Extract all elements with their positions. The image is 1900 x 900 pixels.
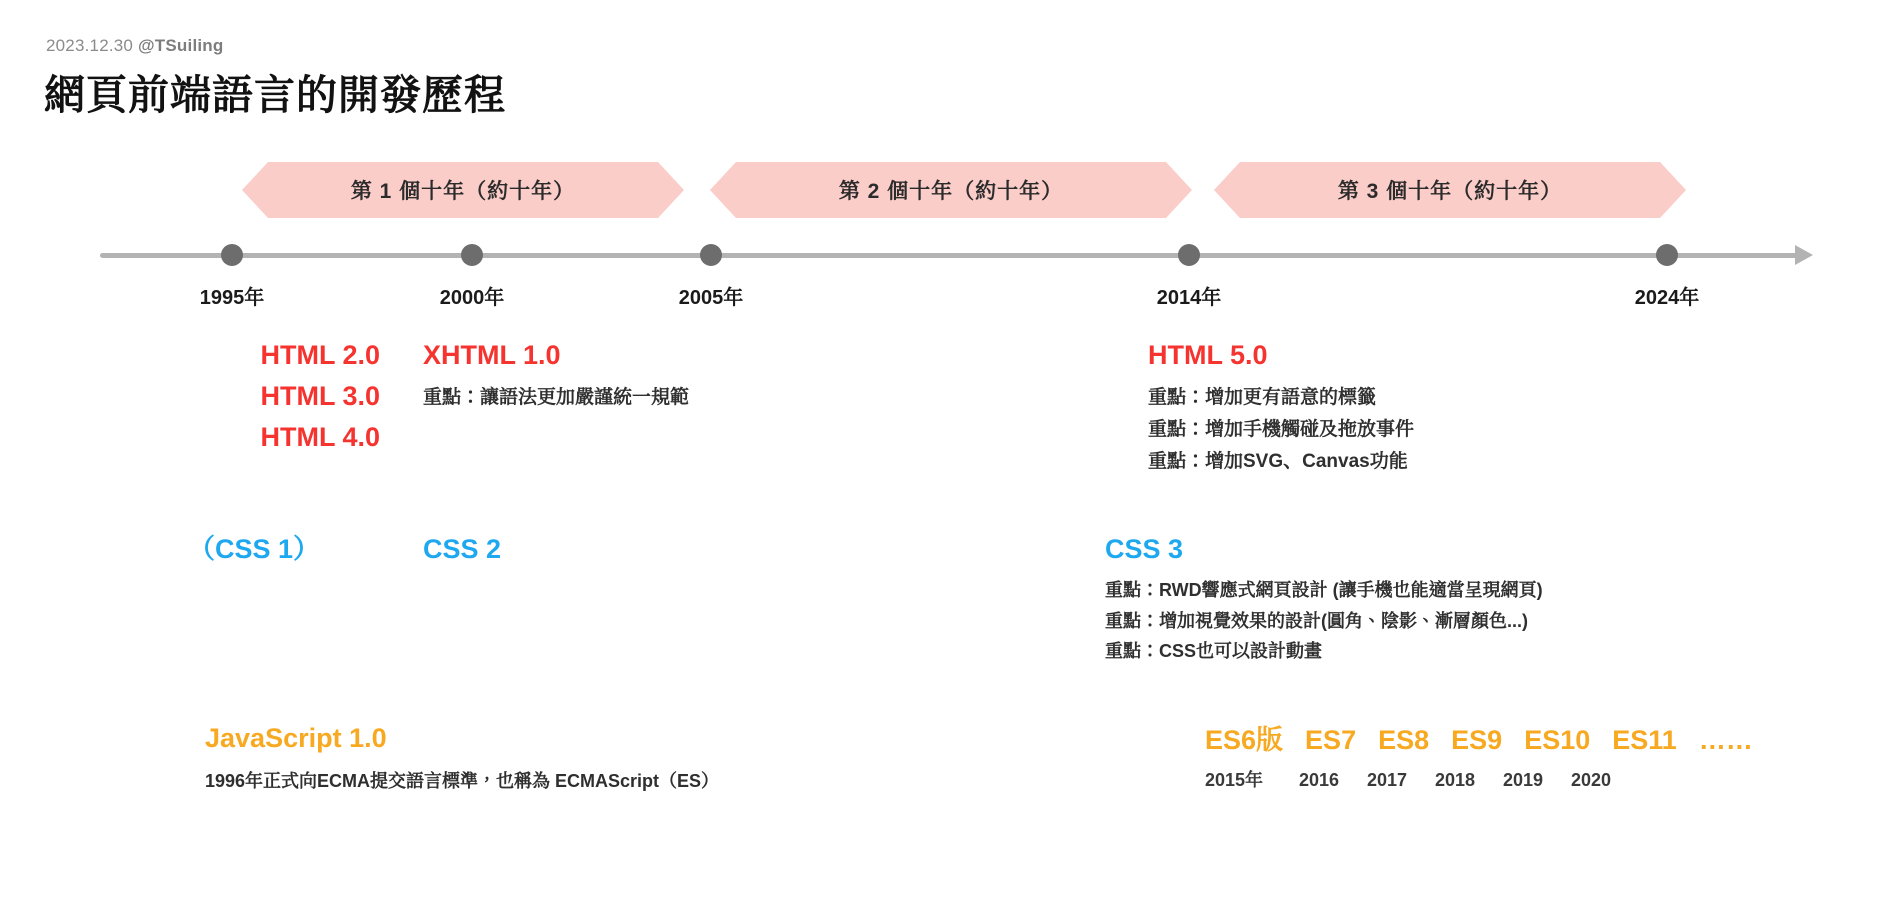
html5-version: HTML 5.0 — [1148, 340, 1268, 370]
es-year-2015: 2015年 — [1205, 770, 1264, 790]
es-version-6: ES6版 — [1205, 725, 1284, 755]
es-year-row — [1205, 766, 1617, 792]
html-versions-col1 — [80, 335, 380, 458]
es-version-row — [1205, 718, 1753, 757]
es-version-9: ES9 — [1451, 725, 1503, 755]
css3-note-3: 重點：CSS也可以設計動畫 — [1105, 641, 1323, 662]
year-label-2005: 2005年 — [678, 287, 744, 309]
javascript-note: 1996年正式向ECMA提交語言標準，也稱為 ECMAScript（ES） — [205, 771, 720, 791]
timeline-dot-2000 — [461, 244, 483, 266]
es-version-7: ES7 — [1305, 725, 1357, 755]
html5-note-2: 重點：增加手機觸碰及拖放事件 — [1148, 418, 1415, 440]
meta-line — [46, 36, 223, 56]
timeline-axis — [100, 253, 1800, 258]
es-version-8: ES8 — [1378, 725, 1430, 755]
decade-band-2-label: 第 2 個十年（約十年） — [838, 180, 1064, 203]
es-year-2020: 2020 — [1571, 770, 1612, 790]
xhtml-note: 重點：讓語法更加嚴謹統一規範 — [423, 387, 690, 408]
es-version-11: ES11 — [1612, 725, 1677, 755]
decade-band-3-label: 第 3 個十年（約十年） — [1337, 180, 1563, 203]
css2-version: CSS 2 — [423, 534, 502, 564]
css1-version: （CSS 1） — [188, 534, 321, 564]
html5-notes — [1148, 382, 1414, 478]
css3-notes — [1105, 575, 1543, 667]
page-title: 網頁前端語言的開發歷程 — [44, 72, 506, 118]
meta-date: 2023.12.30 — [46, 36, 134, 55]
decade-band-1 — [268, 162, 658, 218]
decade-band-3 — [1240, 162, 1660, 218]
xhtml-version: XHTML 1.0 — [423, 340, 561, 370]
es-version-ellipsis: …… — [1698, 725, 1753, 755]
javascript-version: JavaScript 1.0 — [205, 723, 387, 753]
html-version-4: HTML 4.0 — [260, 422, 380, 453]
author-handle: @TSuiling — [138, 36, 224, 55]
decade-band-2 — [736, 162, 1166, 218]
css3-note-2: 重點：增加視覺效果的設計(圓角、陰影、漸層顏色...) — [1105, 610, 1528, 631]
year-label-2024: 2024年 — [1634, 287, 1700, 309]
timeline-dot-2024 — [1656, 244, 1678, 266]
timeline-dot-2005 — [700, 244, 722, 266]
year-label-2000: 2000年 — [439, 287, 505, 309]
timeline-arrow-icon — [1795, 245, 1813, 265]
year-label-2014: 2014年 — [1156, 287, 1222, 309]
decade-band-1-label: 第 1 個十年（約十年） — [350, 180, 576, 203]
year-label-1995: 1995年 — [199, 287, 265, 309]
html5-note-3: 重點：增加SVG、Canvas功能 — [1148, 450, 1408, 472]
es-year-2017: 2017 — [1367, 770, 1408, 790]
timeline-dot-2014 — [1178, 244, 1200, 266]
html5-note-1: 重點：增加更有語意的標籤 — [1148, 387, 1377, 408]
es-year-2019: 2019 — [1503, 770, 1544, 790]
es-year-2016: 2016 — [1299, 770, 1340, 790]
es-version-10: ES10 — [1524, 725, 1591, 755]
es-year-2018: 2018 — [1435, 770, 1476, 790]
html-version-3: HTML 3.0 — [260, 381, 380, 412]
css3-note-1: 重點：RWD響應式網頁設計 (讓手機也能適當呈現網頁) — [1105, 580, 1543, 600]
html-version-2: HTML 2.0 — [260, 340, 380, 370]
timeline-dot-1995 — [221, 244, 243, 266]
css3-version: CSS 3 — [1105, 534, 1184, 564]
